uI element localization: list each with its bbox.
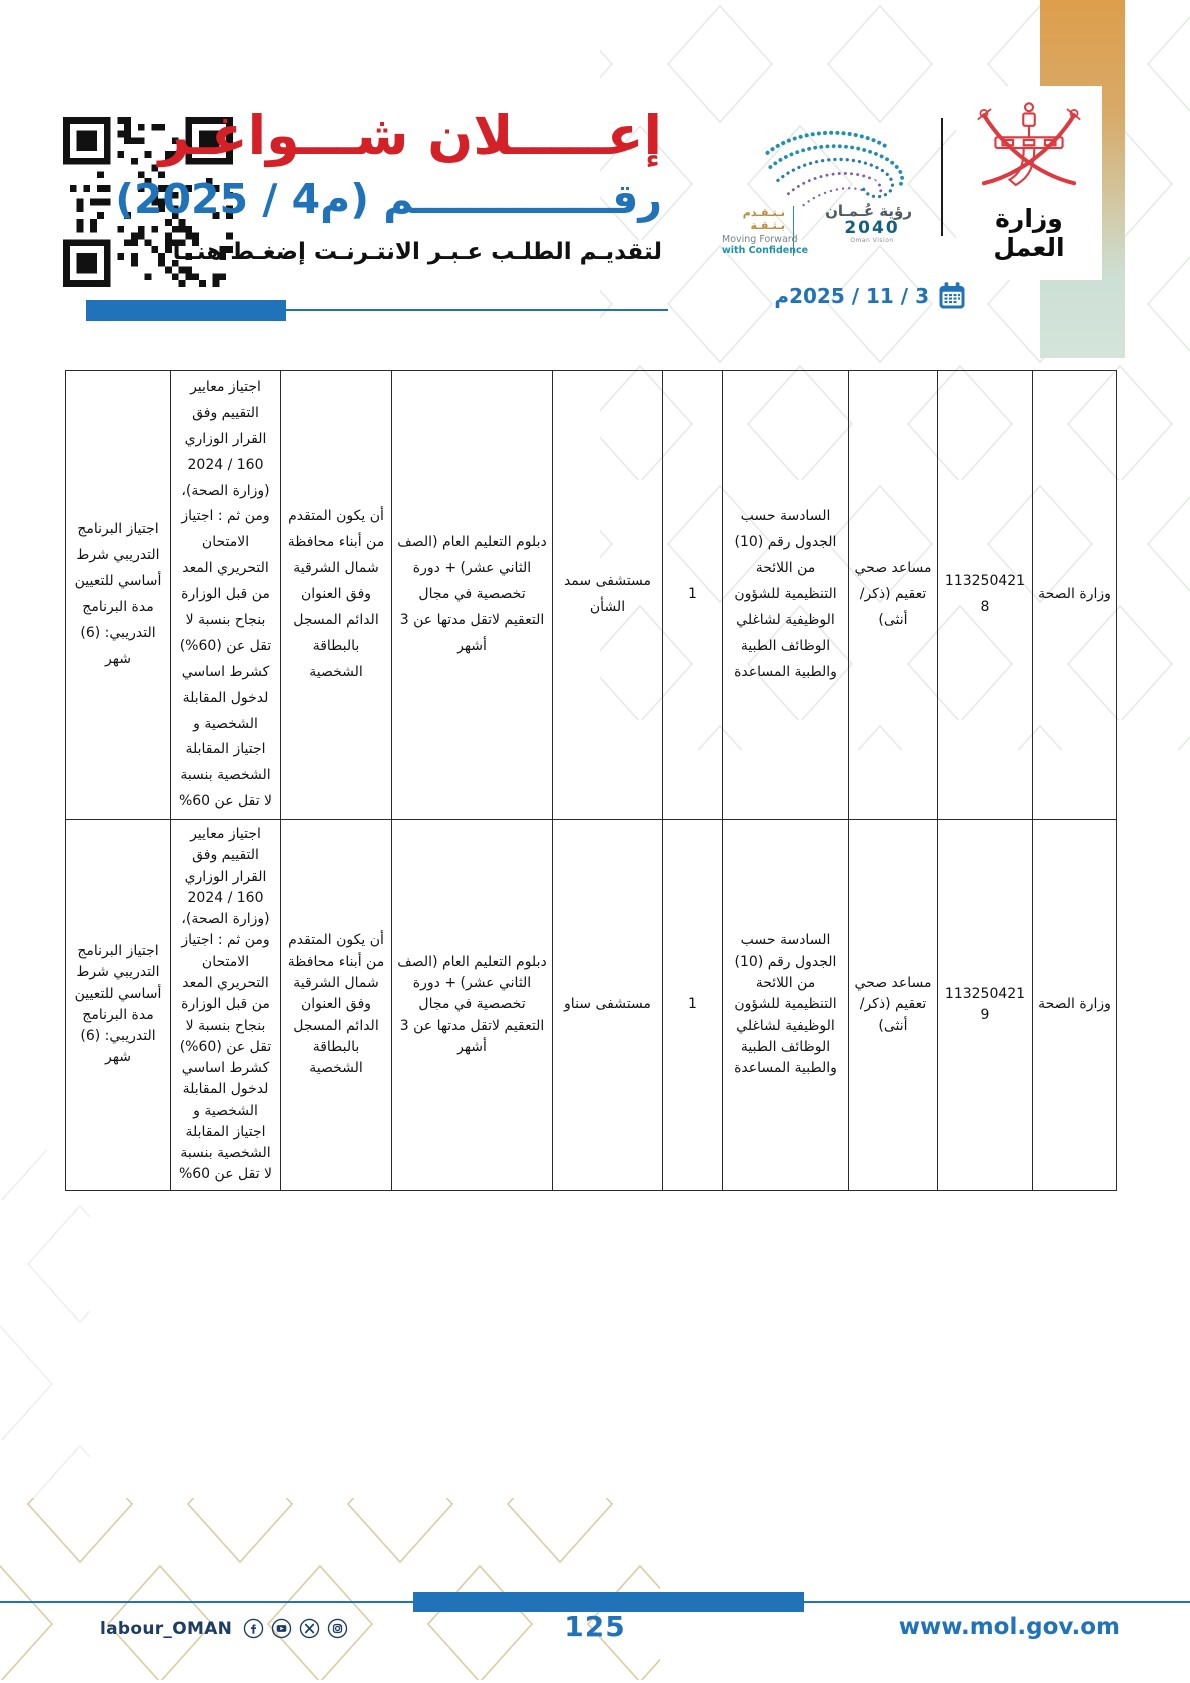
- announcement-number: رقــــــــــــــم (م4 / 2025): [115, 175, 662, 224]
- cell-vacancy-number: 1132504219: [938, 820, 1033, 1191]
- vision-name-english: Oman Vision: [850, 237, 894, 244]
- website-link[interactable]: www.mol.gov.om: [898, 1614, 1120, 1640]
- cell-workplace: مستشفى سناو: [553, 820, 663, 1191]
- cell-grade: السادسة حسب الجدول رقم (10) من اللائحة التنظيمية للشؤون الوظيفية لشاغلي الوظائف الطبية والطبية المساعدة: [723, 371, 849, 820]
- cell-job-title: مساعد صحي تعقيم (ذكر/ أنثى): [849, 371, 938, 820]
- table-row: [66, 820, 1117, 1191]
- cell-job-title: مساعد صحي تعقيم (ذكر/ أنثى): [849, 820, 938, 1191]
- vision-tagline-en2: with Confidence: [722, 245, 809, 256]
- cell-qualification: دبلوم التعليم العام (الصف الثاني عشر) + دورة تخصصية في مجال التعقيم لاتقل مدتها عن 3 أشهر: [392, 820, 553, 1191]
- page-number: 125: [564, 1610, 626, 1643]
- header-rule-bar: [86, 300, 286, 321]
- cell-training: اجتياز البرنامج التدريبي شرط أساسي للتعيين مدة البرنامج التدريبي: (6) شهر: [66, 371, 171, 820]
- cell-ministry: وزارة الصحة: [1033, 371, 1117, 820]
- vision-tagline-arabic: نـتـقـدم بـثـقـة: [742, 206, 785, 232]
- vision-swirl-icon: [758, 126, 910, 212]
- header-titles: [115, 104, 662, 265]
- social-handle[interactable]: labour_OMAN: [100, 1618, 233, 1639]
- date-text: 3 / 11 / 2025م: [774, 284, 929, 308]
- apply-online-link[interactable]: لتقديـم الطلـب عـبـر الانتـرنـت إضغـط هنــا: [172, 238, 662, 265]
- vision-year: 2040: [844, 218, 900, 238]
- cell-training: اجتياز البرنامج التدريبي شرط أساسي للتعيين مدة البرنامج التدريبي: (6) شهر: [66, 820, 171, 1191]
- cell-condition: أن يكون المتقدم من أبناء محافظة شمال الشرقية وفق العنوان الدائم المسجل بالبطاقة الشخصية: [281, 371, 392, 820]
- ministry-of-labour-logo: [956, 86, 1102, 280]
- cell-count: 1: [663, 371, 723, 820]
- announcement-date: [774, 281, 967, 311]
- vision-wordmark: [825, 202, 912, 244]
- cell-ministry: وزارة الصحة: [1033, 820, 1117, 1191]
- oman-national-emblem-icon: [976, 98, 1082, 196]
- ministry-name-calligraphy: وزارة العمل: [993, 204, 1065, 262]
- logo-divider-line: [941, 118, 943, 236]
- cell-criteria: اجتياز معايير التقييم وفق القرار الوزاري 160 / 2024 (وزارة الصحة)، ومن ثم : اجتياز الامتحان التحريري المعد من قبل الوزارة بنجاح بنسبة لا تقل عن (60%) كشرط اساسي لدخول المقابلة الشخصية و اجتياز المقابلة الشخصية بنسبة لا تقل عن 60%: [171, 820, 281, 1191]
- vision-tagline: [722, 206, 809, 256]
- page-title: إعـــــلان شـــواغـر: [158, 104, 662, 167]
- vacancies-table: [65, 370, 1117, 1191]
- footer-rule-bar: [413, 1592, 804, 1612]
- table-row: [66, 371, 1117, 820]
- cell-count: 1: [663, 820, 723, 1191]
- cell-workplace: مستشفى سمد الشأن: [553, 371, 663, 820]
- cell-qualification: دبلوم التعليم العام (الصف الثاني عشر) + دورة تخصصية في مجال التعقيم لاتقل مدتها عن 3 أشهر: [392, 371, 553, 820]
- vision-name-arabic: رؤية عُـمـان: [825, 202, 912, 220]
- cell-criteria: اجتياز معايير التقييم وفق القرار الوزاري 160 / 2024 (وزارة الصحة)، ومن ثم : اجتياز الامتحان التحريري المعد من قبل الوزارة بنجاح بنسبة لا تقل عن (60%) كشرط اساسي لدخول المقابلة الشخصية و اجتياز المقابلة الشخصية بنسبة لا تقل عن 60%: [171, 371, 281, 820]
- cell-condition: أن يكون المتقدم من أبناء محافظة شمال الشرقية وفق العنوان الدائم المسجل بالبطاقة الشخصية: [281, 820, 392, 1191]
- cell-grade: السادسة حسب الجدول رقم (10) من اللائحة التنظيمية للشؤون الوظيفية لشاغلي الوظائف الطبية والطبية المساعدة: [723, 820, 849, 1191]
- oman-vision-2040-logo: [672, 126, 922, 256]
- vision-tagline-en1: Moving Forward: [722, 234, 798, 245]
- cell-vacancy-number: 1132504218: [938, 371, 1033, 820]
- calendar-icon: [937, 281, 967, 311]
